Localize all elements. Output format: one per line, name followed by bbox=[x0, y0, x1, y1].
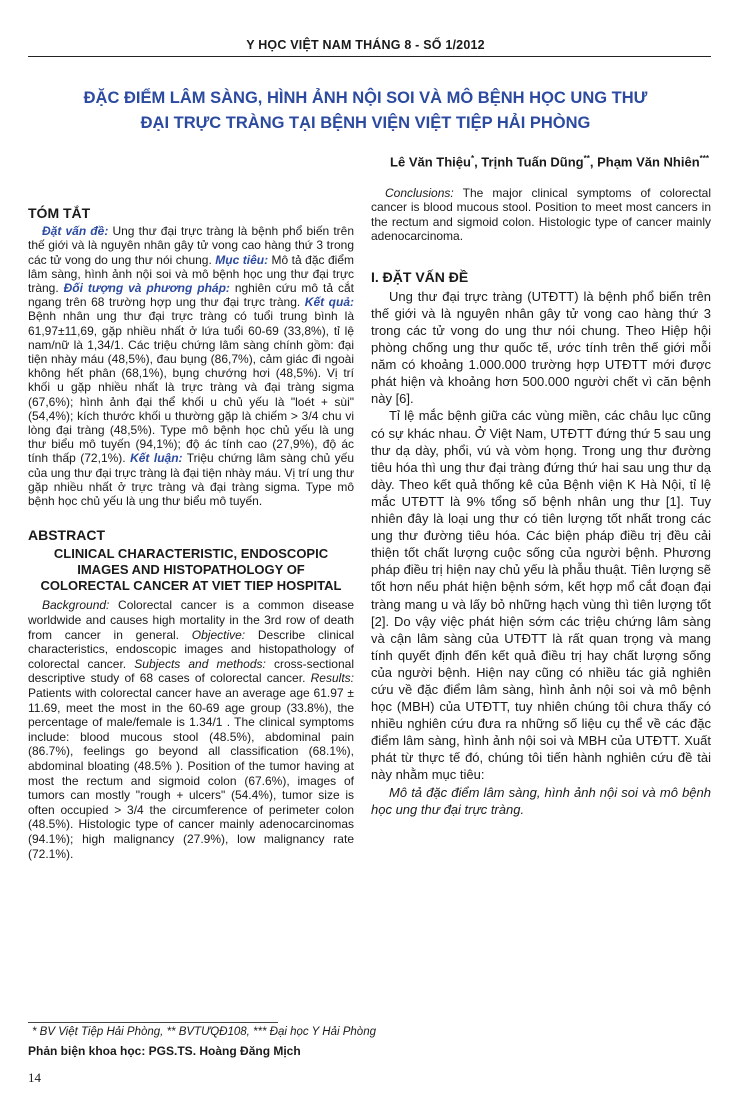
label-doituong: Đối tượng và phương pháp: bbox=[63, 281, 230, 296]
text-datvande: Ung thư đại trực tràng là bệnh phổ biến trên thế giới và là nguyên nhân gây tử vong cao hàng thứ 3 trong các tử vong do ung thư nói chung. bbox=[28, 224, 354, 267]
text-objective: Describe clinical characteristics, endoscopic images and histopathology of colorectal cancer. bbox=[28, 627, 354, 671]
abstract-conclusions bbox=[371, 186, 711, 244]
abstract-body bbox=[28, 598, 354, 861]
intro-objective: Mô tả đặc điểm lâm sàng, hình ảnh nội soi và mô bệnh học ung thư đại trực tràng. bbox=[371, 784, 711, 817]
author-list bbox=[390, 154, 709, 169]
author-sep-2: , bbox=[589, 154, 598, 170]
label-muctieu: Mục tiêu: bbox=[215, 252, 269, 267]
abstract-title-line-3: COLORECTAL CANCER AT VIET TIEP HOSPITAL bbox=[40, 578, 342, 594]
label-ketqua: Kết quả: bbox=[304, 295, 354, 310]
label-ketluan: Kết luận: bbox=[130, 451, 183, 466]
label-datvande: Đặt vấn đề: bbox=[42, 224, 109, 239]
intro-body bbox=[371, 288, 711, 818]
text-muctieu: Mô tả đặc điểm lâm sàng, hình ảnh nội soi và mô bệnh học ung thư đại trực tràng. bbox=[28, 252, 354, 296]
tomtat-heading: TÓM TẮT bbox=[28, 205, 91, 221]
text-ketqua: Bệnh nhân ung thư đại trực tràng có tuổi trung bình là 61,97±11,69, gặp nhiều nhất ở lứa tuổi 60-69 (33,8%), tỉ lệ nam/nữ là 1,34/1. Các triệu chứng lâm sàng chính gồm: đại tiện nhày máu (48,5%), đau bụng (86,7%), cảm giác đi ngoài không hết phân (68,1%), bụng chướng hơi (48,5%). Vị trí khối u gặp nhiều nhất là trực tràng và đại tràng sigma (67,6%); hình ảnh đại thể khối u chủ yếu là "loét + sùi" (54,4%); kích thước khối u thường gặp là chiếm > 3/4 chu vi lòng đại tràng (48,5%). Type mô bệnh học chủ yếu là ung thư biểu mô tuyến (94,1%); độ ác tính cao (27,9%), độ ác tính thấp (72,1%). bbox=[28, 309, 354, 466]
page-number: 14 bbox=[28, 1070, 41, 1085]
affiliation-footnote: * BV Việt Tiệp Hải Phòng, ** BVTƯQĐ108, *** Đại học Y Hải Phòng bbox=[32, 1026, 376, 1038]
header-rule bbox=[28, 56, 711, 57]
text-doituong: nghiên cứu mô tả cắt ngang trên 68 trường hợp ung thư đại trực tràng. bbox=[28, 281, 354, 310]
text-ketluan: Triệu chứng lâm sàng chủ yếu của ung thư đại trực tràng là đại tiện nhày máu. Vị trí ung thư gặp nhiều nhất ở trực tràng và đại tràng sigma. Type mô bệnh học chủ yếu là ung thư biểu mô tuyến. bbox=[28, 451, 354, 509]
author-3: Phạm Văn Nhiên bbox=[597, 154, 700, 170]
author-2-mark: ** bbox=[583, 154, 590, 163]
text-results: Patients with colorectal cancer have an average age 61.97 ± 11.69, meet the most in the 60-69 age group (33.8%), the percentage of male/female is 1.34/1 . The clinical symptoms include: blood mucous stool (48.5%), abdominal pain (86.7%), feelings go beyond all classification (68.1%), abdominal bloating (48.5% ). Position of the tumor having at most the rectum and sigmoid colon (67.6%), images of tumors can mostly "rough + ulcers" (54.4%), tumor size is often occupied > 3/4 the circumference of perimeter colon (48.5%). Histologic type of cancer mainly adenocarcinomas (94.1%); high malignancy (27.9%), low malignancy rate (72.1%). bbox=[28, 686, 354, 861]
abstract-title-line-1: CLINICAL CHARACTERISTIC, ENDOSCOPIC bbox=[53, 546, 329, 562]
label-subjects: Subjects and methods: bbox=[134, 656, 266, 671]
tomtat-body bbox=[28, 224, 354, 508]
journal-header: Y HỌC VIỆT NAM THÁNG 8 - SỐ 1/2012 bbox=[246, 38, 485, 52]
reviewer-line: Phản biện khoa học: PGS.TS. Hoàng Đăng Mịch bbox=[28, 1044, 301, 1058]
text-conclusions: The major clinical symptoms of colorectal cancer is blood mucous stool. Position to meet most cancers in the rectum and sigmoid colon. Histologic type of cancer mainly adenocarcinoma. bbox=[371, 186, 711, 244]
intro-paragraph-1: Ung thư đại trực tràng (UTĐTT) là bệnh phổ biến trên thế giới và là nguyên nhân gây tử vong cao hàng thứ 3 trong các tử vong do ung thư nói chung. Theo Hiệp hội phòng chống ung thư quốc tế, ước tính trên thế giới mỗi năm có khoảng 1.000.000 trường hợp UTĐTT mới được phát hiện và khoảng hơn 500.000 người chết vì căn bệnh này [6]. bbox=[371, 288, 711, 407]
text-background: Colorectal cancer is a common disease worldwide and causes high mortality in the 3rd row of death from cancer in general. bbox=[28, 598, 354, 642]
text-subjects: cross-sectional descriptive study of 68 cases of colorectal cancer. bbox=[28, 656, 354, 686]
author-sep-1: , bbox=[474, 154, 482, 170]
label-background: Background: bbox=[42, 598, 110, 613]
left-column bbox=[28, 186, 354, 861]
author-3-mark: *** bbox=[699, 154, 709, 163]
author-1: Lê Văn Thiệu bbox=[390, 154, 471, 170]
abstract-heading: ABSTRACT bbox=[28, 527, 105, 544]
footnote-rule bbox=[28, 1022, 278, 1023]
title-line-2: ĐẠI TRỰC TRÀNG TẠI BỆNH VIỆN VIỆT TIỆP HẢI PHÒNG bbox=[140, 114, 591, 132]
abstract-title-line-2: IMAGES AND HISTOPATHOLOGY OF bbox=[77, 562, 305, 578]
intro-heading: I. ĐẶT VẤN ĐỀ bbox=[371, 268, 469, 285]
author-1-mark: * bbox=[470, 154, 475, 163]
label-objective: Objective: bbox=[191, 627, 246, 642]
right-column bbox=[371, 186, 711, 818]
label-conclusions: Conclusions: bbox=[385, 186, 454, 200]
title-line-1: ĐẶC ĐIỂM LÂM SÀNG, HÌNH ẢNH NỘI SOI VÀ MÔ BỆNH HỌC UNG THƯ bbox=[83, 89, 648, 107]
intro-paragraph-2: Tỉ lệ mắc bệnh giữa các vùng miền, các châu lục cũng có sự khác nhau. Ở Việt Nam, UTĐTT đứng thứ 5 sau ung thư dạ dày, phổi, vú và vòm họng. Trong ung thư đường tiêu hóa thì ung thư đại tràng đứng thứ hai sau ung thư dạ dày. Theo kết quả thống kê của Bệnh viện K Hà Nội, tỉ lệ mắc UTĐTT là 9% tổng số bệnh nhân ung thư [1]. Tuy nhiên đây là loại ung thư có tiên lượng tốt nhất trong các ung thư đường tiêu hóa. Các biện pháp điều trị đều cải thiện tốt chất lượng cuộc sống của người bệnh. Phương pháp điều trị hiện nay chủ yếu là phẫu thuật. Tiên lượng sẽ tốt hơn nếu phát hiện bệnh sớm, kết hợp mổ cắt đoạn đại tràng mang u và lấy bỏ những hạch vùng thì tiên lượng tốt [2]. Do vậy việc phát hiện sớm các triệu chứng lâm sàng và cận lâm sàng của UTĐTT là rất quan trọng và mang tính quyết định đến kết quả điều trị hay chất lượng sống của người bệnh. Hiện nay cũng có nhiều tác giả nghiên cứu về đặc điểm lâm sàng, hình ảnh nội soi và mô bệnh học (MBH) của UTĐTT, tuy nhiên chúng tôi chưa thấy có nhiều nghiên cứu đưa ra những số liệu cụ thể về các đặc điểm lâm sàng, hình ảnh nội soi và MBH của UTĐTT. Xuất phát từ thực tế đó, chúng tôi tiến hành nghiên cứu đề tài này nhằm mục tiêu: bbox=[371, 408, 711, 783]
label-results: Results: bbox=[310, 671, 354, 686]
abstract-title bbox=[28, 546, 354, 594]
author-2: Trịnh Tuấn Dũng bbox=[481, 154, 584, 170]
article-title bbox=[40, 86, 691, 136]
